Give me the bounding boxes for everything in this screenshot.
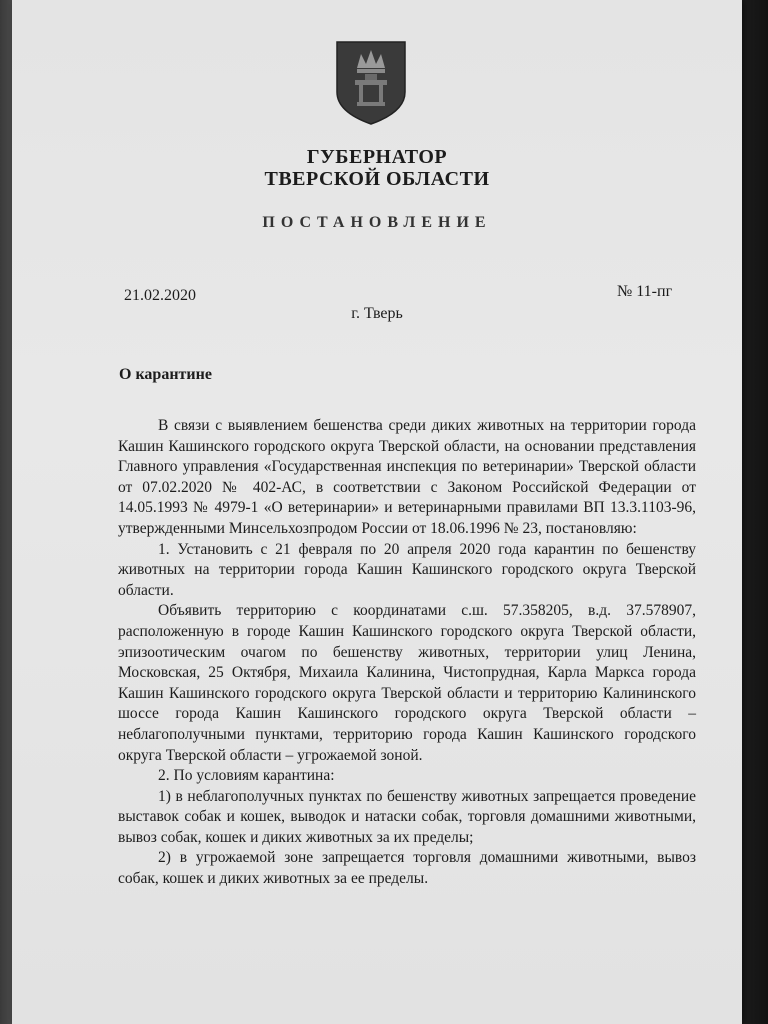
issuer-title: ГУБЕРНАТОР	[306, 146, 448, 168]
document-city: г. Тверь	[351, 305, 403, 322]
paragraph-clause-2: 2. По условиям карантина:	[158, 767, 335, 785]
document-type: ПОСТАНОВЛЕНИЕ	[262, 214, 492, 231]
document-number: № 11-пг	[617, 283, 673, 300]
paragraph-preamble: В связи с выявлением бешенства среди диких животных на территории города Кашин Кашинского городского округа Тверской области, на основании представления Главного управления «Государственная инспекция по ветеринарии» Тверской области от 07.02.2020 № 402-АС, в соответствии с Законом Российской Федерации от 14.05.1993 № 4979-1 «О ветеринарии» и ветеринарными правилами ВП 13.3.1103-96, утвержденными Минсельхозпродом России от 18.06.1996 № 23, постановляю:	[118, 417, 696, 537]
paragraph-clause-1: 1. Установить с 21 февраля по 20 апреля 2020 года карантин по бешенству животных на территории города Кашин Кашинского городского округа Тверской области.	[118, 540, 696, 599]
paragraph-clause-2-1: 1) в неблагополучных пунктах по бешенству животных запрещается проведение выставок собак и кошек, выводок и натаски собак, торговля домашними животными, вывоз собак, кошек и диких животных за их пределы;	[118, 787, 696, 846]
document-page	[12, 0, 742, 1024]
document-date: 21.02.2020	[124, 287, 196, 304]
document-subject: О карантине	[119, 366, 212, 383]
issuer-region: ТВЕРСКОЙ ОБЛАСТИ	[264, 168, 490, 190]
paragraph-clause-2-2: 2) в угрожаемой зоне запрещается торговля домашними животными, вывоз собак, кошек и диких животных за ее пределы.	[118, 849, 696, 888]
paragraph-territory: Объявить территорию с координатами с.ш. 57.358205, в.д. 37.578907, расположенную в городе Кашин Кашинского городского округа Тверской области, эпизоотическим очагом по бешенству животных, территории улиц Ленина, Московская, 25 Октября, Михаила Калинина, Чистопрудная, Карла Маркса города Кашин Кашинского городского округа Тверской области и территорию Калининского шоссе города Кашин Кашинского городского округа Тверской области – неблагополучными пунктами, территорию города Кашин Кашинского городского округа Тверской области – угрожаемой зоной.	[118, 602, 696, 764]
document-body	[118, 416, 696, 890]
coat-of-arms-icon	[335, 40, 407, 126]
